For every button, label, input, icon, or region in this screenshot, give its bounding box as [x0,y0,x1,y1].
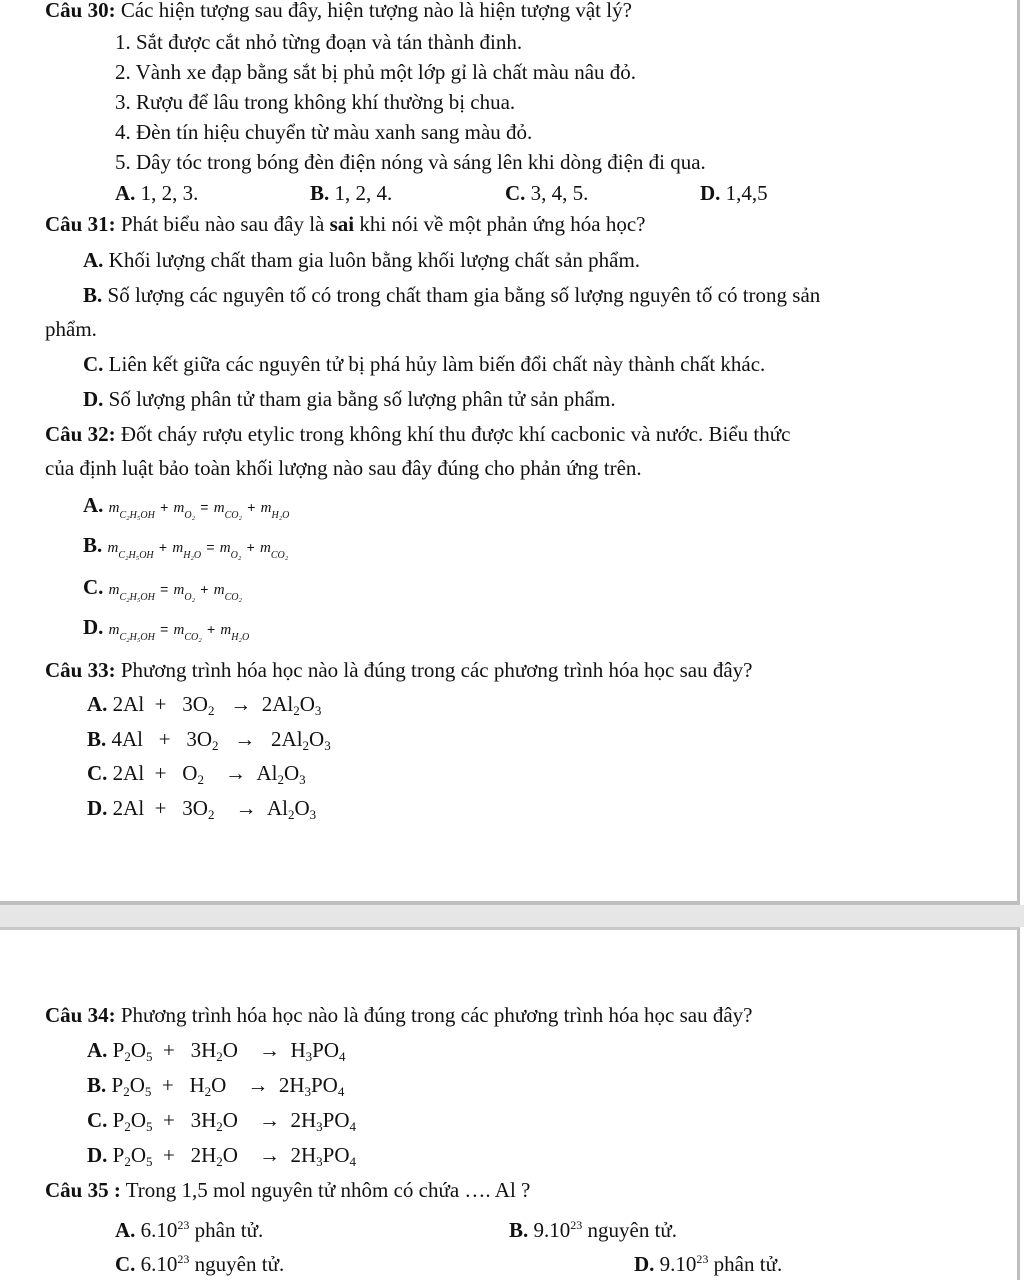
answer-option-d: D. 1,4,5 [700,181,768,205]
question-label: Câu 33: [45,658,116,682]
question-label: Câu 34: [45,1003,116,1027]
answer-option-a: A. Khối lượng chất tham gia luôn bằng khối lượng chất sản phẩm. [83,248,641,272]
answer-option-d: D. $P_2O_5$ + $2H_2O$ → $2H_3PO_4$ [87,1143,356,1169]
answer-option-b: B. $P_2O_5$ + $H_2O$ → $2H_3PO_4$ [87,1073,345,1099]
answer-option-c: C. 3, 4, 5. [505,181,589,205]
list-item: 1. Sắt được cắt nhỏ từng đoạn và tán thành đinh. [115,30,523,54]
answer-option-a: A. $m_{C_2H_5OH} + m_{O_2} = m_{CO_2} + m_{H_2O}$ [83,493,290,521]
answer-option-d: D. 2Al + $3O_2$ → $Al_2O_3$ [87,796,317,822]
question-32: Câu 32: Đốt cháy rượu etylic trong không khí thu được khí cacbonic và nước. Biểu thức [45,422,791,446]
question-30 [45,0,632,23]
document-page-2 [0,927,1020,1280]
answer-option-b: B. 1, 2, 4. [310,181,393,205]
answer-option-c: C. Liên kết giữa các nguyên tử bị phá hủy làm biến đổi chất này thành chất khác. [83,352,766,376]
answer-option-a: A. 2Al + $3O_2$ → $2Al_2O_3$ [87,692,322,718]
answer-option-a: A. 1, 2, 3. [115,181,199,205]
answer-option-c: C. $m_{C_2H_5OH} = m_{O_2} + m_{CO_2}$ [83,575,242,603]
question-label: Câu 30: [45,0,116,22]
answer-option-a: A. $P_2O_5$ + $3H_2O$ → $H_3PO_4$ [87,1038,346,1064]
question-32-continued: của định luật bảo toàn khối lượng nào sau đây đúng cho phản ứng trên. [45,456,642,480]
answer-option-a: A. 6.10$^{23}$ phân tử. [115,1218,264,1242]
answer-option-b-continued: phẩm. [45,317,97,341]
answer-option-b: B. $m_{C_2H_5OH} + m_{H_2O} = m_{O_2} + m_{CO_2}$ [83,533,289,561]
question-33: Câu 33: Phương trình hóa học nào là đúng trong các phương trình hóa học sau đây? [45,658,753,682]
question-35: Câu 35 : Trong 1,5 mol nguyên tử nhôm có chứa …. Al ? [45,1178,531,1202]
list-item: 3. Rượu để lâu trong không khí thường bị chua. [115,90,516,114]
page-gap [0,905,1024,927]
question-text: Các hiện tượng sau đây, hiện tượng nào là hiện tượng vật lý? [120,0,632,22]
question-label: Câu 32: [45,422,116,446]
answer-option-d: D. $m_{C_2H_5OH} = m_{CO_2} + m_{H_2O}$ [83,615,250,643]
answer-option-c: C. 6.10$^{23}$ nguyên tử. [115,1252,285,1276]
list-item: 2. Vành xe đạp bằng sắt bị phủ một lớp gỉ là chất màu nâu đỏ. [115,60,637,84]
answer-option-d: D. Số lượng phân tử tham gia bằng số lượng phân tử sản phẩm. [83,387,616,411]
question-label: Câu 35 : [45,1178,121,1202]
answer-option-c: C. 2Al + $O_2$ → $Al_2O_3$ [87,761,306,787]
list-item: 4. Đèn tín hiệu chuyển từ màu xanh sang màu đỏ. [115,120,533,144]
question-34: Câu 34: Phương trình hóa học nào là đúng trong các phương trình hóa học sau đây? [45,1003,753,1027]
answer-option-b: B. 9.10$^{23}$ nguyên tử. [509,1218,678,1242]
question-31: Câu 31: Phát biểu nào sau đây là sai khi nói về một phản ứng hóa học? [45,212,646,236]
answer-option-b: B. 4Al + $3O_2$ → $2Al_2O_3$ [87,727,331,753]
question-label: Câu 31: [45,212,116,236]
answer-option-c: C. $P_2O_5$ + $3H_2O$ → $2H_3PO_4$ [87,1108,356,1134]
answer-option-b: B. Số lượng các nguyên tố có trong chất tham gia bằng số lượng nguyên tố có trong sản [83,283,821,307]
list-item: 5. Dây tóc trong bóng đèn điện nóng và sáng lên khi dòng điện đi qua. [115,150,706,174]
answer-option-d: D. 9.10$^{23}$ phân tử. [634,1252,783,1276]
